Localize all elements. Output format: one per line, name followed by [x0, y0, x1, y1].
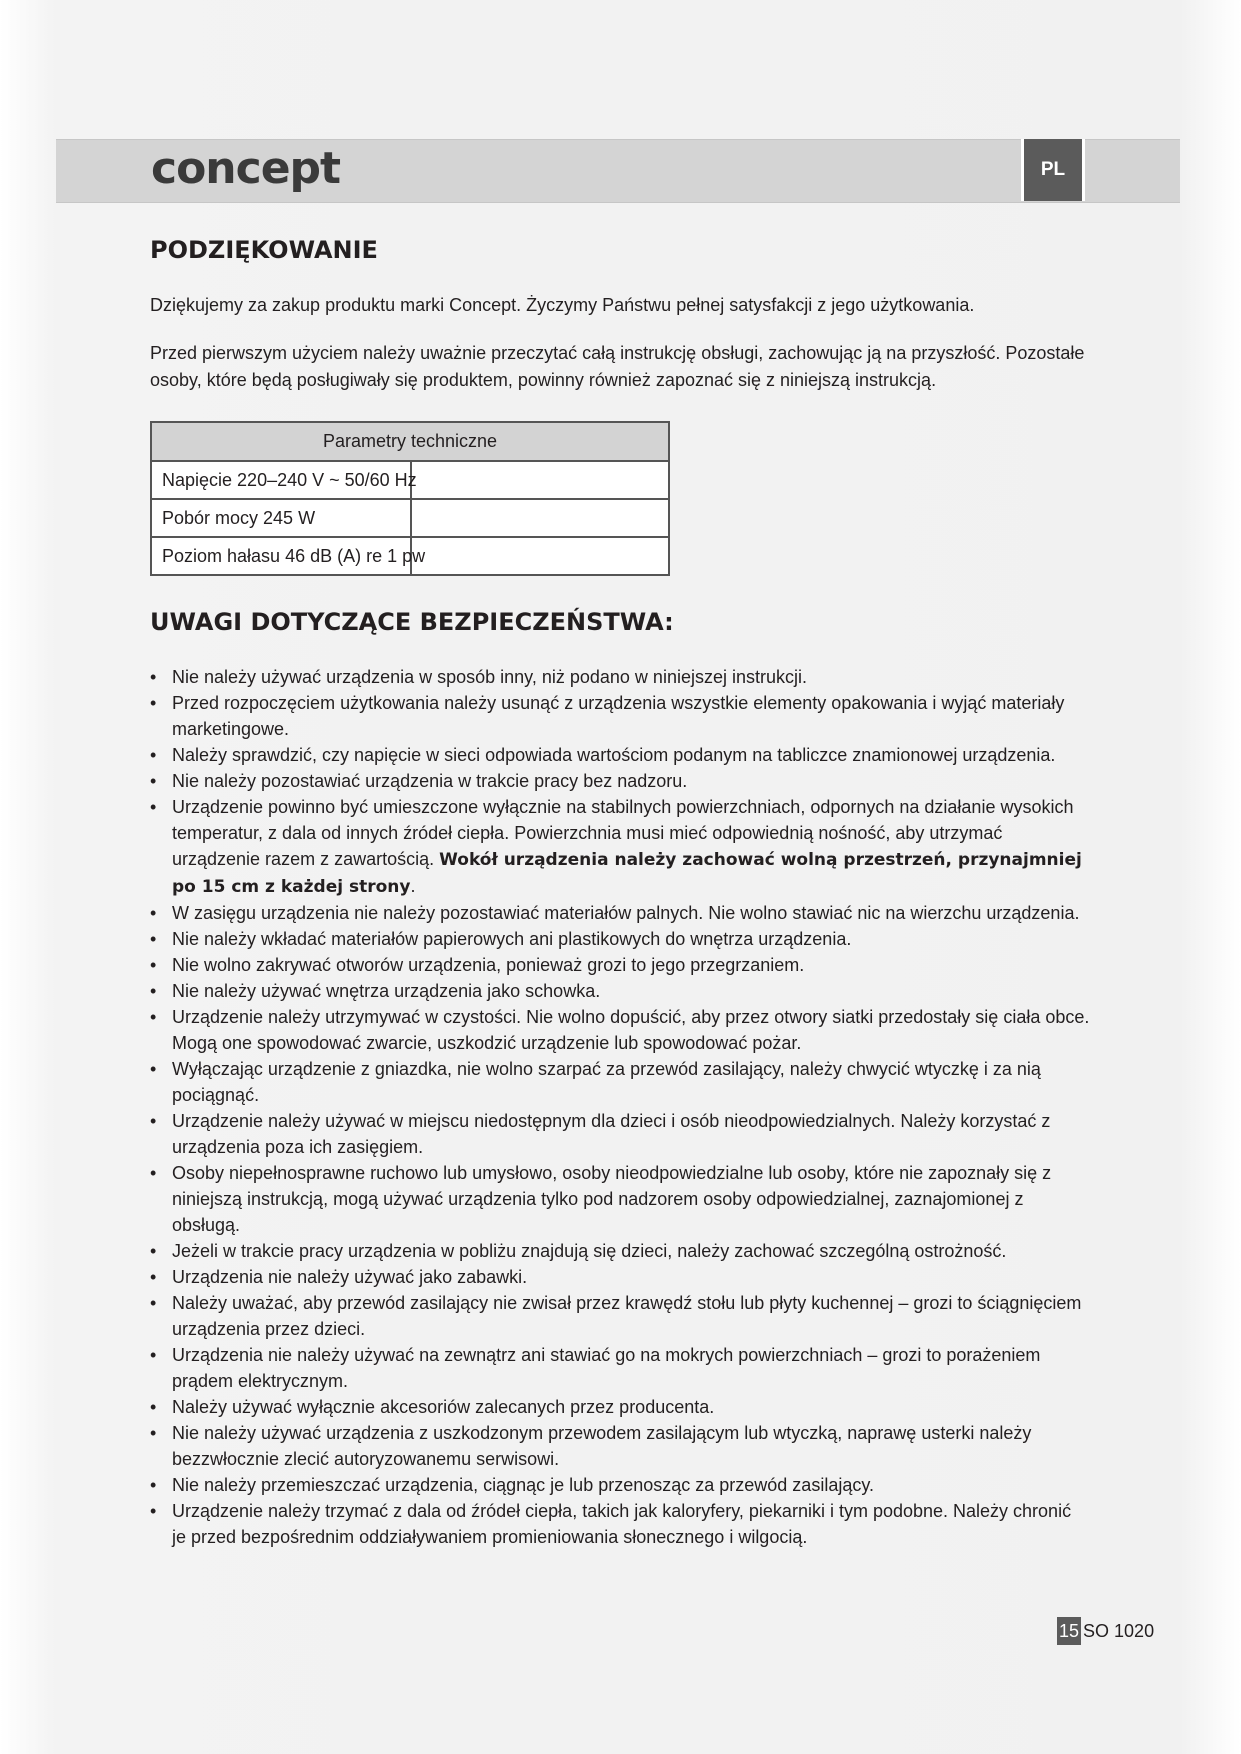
- instructions-paragraph: Przed pierwszym użyciem należy uważnie przeczytać całą instrukcję obsługi, zachowując ją na przyszłość. Pozostałe osoby, które będą posługiwały się produktem, powinny również zapoznać się z niniejszą instrukcją.: [150, 343, 1085, 390]
- list-item: [150, 768, 1090, 794]
- list-item: [150, 1498, 1090, 1550]
- safety-heading: UWAGI DOTYCZĄCE BEZPIECZEŃSTWA:: [150, 608, 674, 636]
- list-item-text: Należy uważać, aby przewód zasilający nie zwisał przez krawędź stołu lub płyty kuchennej – grozi to ściągnięciem urządzenia przez dzieci.: [172, 1293, 1082, 1339]
- list-item-bold: Wokół urządzenia należy zachować wolną przestrzeń, przynajmniej po 15 cm z każdej strony: [172, 850, 1082, 897]
- thanks-paragraph: Dziękujemy za zakup produktu marki Concept. Życzymy Państwu pełnej satysfakcji z jego użytkowania.: [150, 295, 975, 315]
- technical-parameters-table: [150, 421, 670, 576]
- list-item: [150, 952, 1090, 978]
- list-item: [150, 1056, 1090, 1108]
- list-item-text: Osoby niepełnosprawne ruchowo lub umysłowo, osoby nieodpowiedzialne lub osoby, które nie zapoznały się z niniejszą instrukcją, mogą używać urządzenia tylko pod nadzorem osoby odpowiedzialnej, zaznajomionej z obsługą.: [172, 1163, 1052, 1235]
- list-item-text: Urządzenie należy trzymać z dala od źródeł ciepła, takich jak kaloryfery, piekarniki i tym podobne. Należy chronić je przed bezpośrednim oddziaływaniem promieniowania słonecznego i wilgocią.: [172, 1501, 1072, 1547]
- list-item: [150, 1420, 1090, 1472]
- list-item: [150, 690, 1090, 742]
- list-item: [150, 900, 1090, 926]
- page-number: 15: [1057, 1617, 1081, 1645]
- voltage-value: Napięcie 220–240 V ~ 50/60 Hz: [162, 469, 417, 490]
- list-item: [150, 794, 1090, 900]
- safety-list: [150, 664, 1090, 1550]
- table-cell-noise: [151, 537, 669, 575]
- noise-value: Poziom hałasu 46 dB (A) re 1 pw: [162, 545, 426, 566]
- list-item: [150, 664, 1090, 690]
- list-item-text: Urządzenia nie należy używać jako zabawki.: [172, 1267, 528, 1287]
- list-item: [150, 1160, 1090, 1238]
- list-item-text: Nie należy wkładać materiałów papierowych ani plastikowych do wnętrza urządzenia.: [172, 929, 852, 949]
- list-item-text: Urządzenie powinno być umieszczone wyłącznie na stabilnych powierzchniach, odpornych na działanie wysokich temperatur, z dala od innych źródeł ciepła. Powierzchnia musi mieć odpowiednią nośność, aby utrzymać urządzenie razem z zawartością.: [172, 797, 1074, 869]
- list-item-text: Urządzenia nie należy używać na zewnątrz ani stawiać go na mokrych powierzchniach – grozi to porażeniem prądem elektrycznym.: [172, 1345, 1041, 1391]
- language-badge: PL: [1021, 139, 1085, 201]
- list-item: [150, 1264, 1090, 1290]
- list-item: [150, 1004, 1090, 1056]
- page-footer: [1057, 1617, 1154, 1645]
- list-item-text: Przed rozpoczęciem użytkowania należy usunąć z urządzenia wszystkie elementy opakowania i wyjąć materiały marketingowe.: [172, 693, 1065, 739]
- list-item-text: Należy używać wyłącznie akcesoriów zalecanych przez producenta.: [172, 1397, 715, 1417]
- list-item: [150, 742, 1090, 768]
- table-row: [151, 499, 669, 537]
- list-item-text: Wyłączając urządzenie z gniazdka, nie wolno szarpać za przewód zasilający, należy chwycić wtyczkę i za nią pociągnąć.: [172, 1059, 1041, 1105]
- table-cell-power: [151, 499, 669, 537]
- table-row: [151, 537, 669, 575]
- list-item: [150, 1472, 1090, 1498]
- list-item-text: Urządzenie należy utrzymywać w czystości. Nie wolno dopuścić, aby przez otwory siatki przedostały się ciała obce. Mogą one spowodować zwarcie, uszkodzić urządzenie lub spowodować pożar.: [172, 1007, 1090, 1053]
- list-item-text: W zasięgu urządzenia nie należy pozostawiać materiałów palnych. Nie wolno stawiać nic na wierzchu urządzenia.: [172, 903, 1080, 923]
- list-item-text: Nie należy przemieszczać urządzenia, ciągnąc je lub przenosząc za przewód zasilający.: [172, 1475, 874, 1495]
- list-item-text: Nie należy używać wnętrza urządzenia jako schowka.: [172, 981, 601, 1001]
- table-header-row: [151, 422, 669, 461]
- list-item-text: Urządzenie należy używać w miejscu niedostępnym dla dzieci i osób nieodpowiedzialnych. Należy korzystać z urządzenia poza ich zasięgiem.: [172, 1111, 1051, 1157]
- model-number: SO 1020: [1083, 1621, 1155, 1641]
- list-item-suffix: .: [410, 876, 416, 896]
- list-item: [150, 1238, 1090, 1264]
- thanks-heading: PODZIĘKOWANIE: [150, 236, 378, 264]
- list-item-text: Nie należy pozostawiać urządzenia w trakcie pracy bez nadzoru.: [172, 771, 688, 791]
- table-header: Parametry techniczne: [151, 422, 669, 461]
- list-item-text: Nie należy używać urządzenia z uszkodzonym przewodem zasilającym lub wtyczką, naprawę usterki należy bezzwłocznie zlecić autoryzowanemu serwisowi.: [172, 1423, 1032, 1469]
- concept-logo: concept: [151, 143, 341, 194]
- list-item: [150, 1394, 1090, 1420]
- table-cell-voltage: [151, 461, 669, 499]
- list-item: [150, 1108, 1090, 1160]
- power-value: Pobór mocy 245 W: [162, 507, 316, 528]
- list-item-text: Nie wolno zakrywać otworów urządzenia, ponieważ grozi to jego przegrzaniem.: [172, 955, 805, 975]
- table-row: [151, 461, 669, 499]
- list-item-text: Jeżeli w trakcie pracy urządzenia w pobliżu znajdują się dzieci, należy zachować szczególną ostrożność.: [172, 1241, 1007, 1261]
- list-item: [150, 978, 1090, 1004]
- list-item-text: Nie należy używać urządzenia w sposób inny, niż podano w niniejszej instrukcji.: [172, 667, 807, 687]
- list-item-text: Należy sprawdzić, czy napięcie w sieci odpowiada wartościom podanym na tabliczce znamionowej urządzenia.: [172, 745, 1056, 765]
- list-item: [150, 1342, 1090, 1394]
- list-item: [150, 1290, 1090, 1342]
- list-item: [150, 926, 1090, 952]
